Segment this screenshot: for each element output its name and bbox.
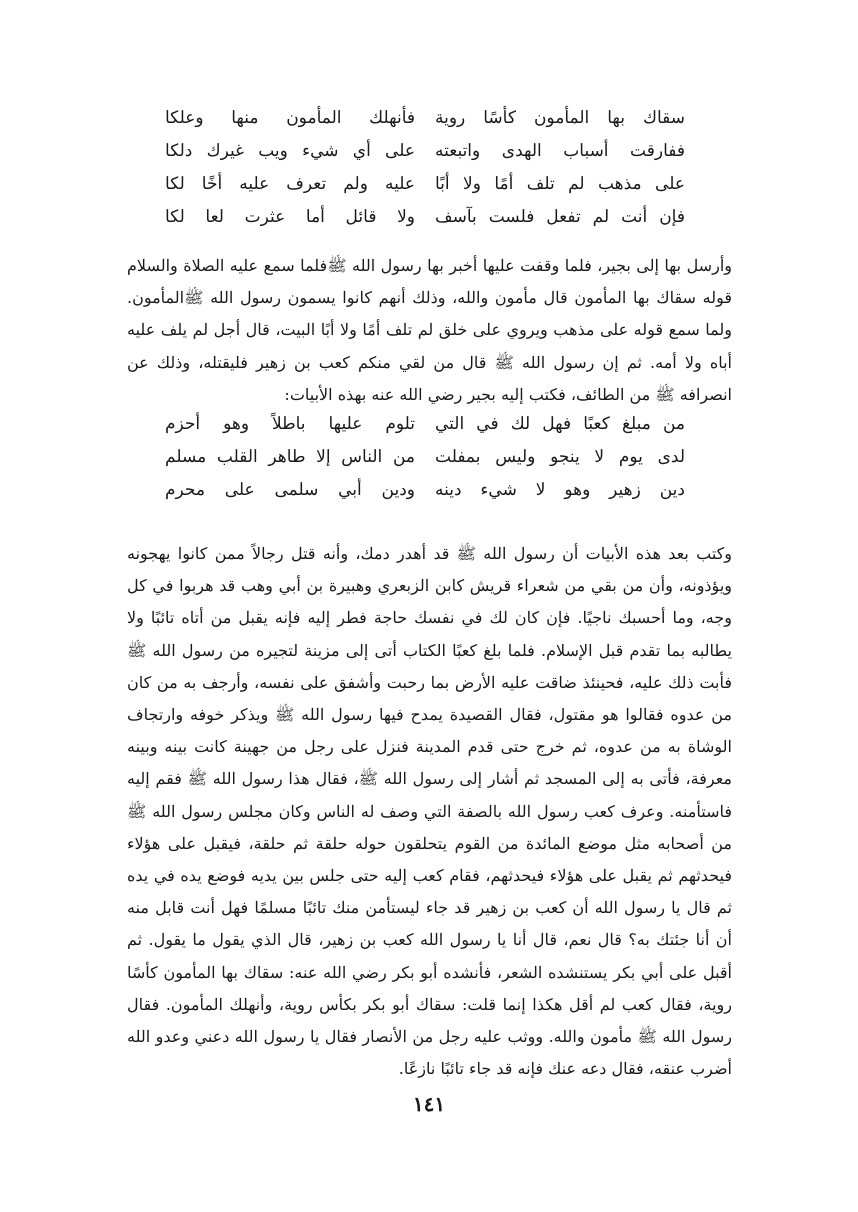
verse-first-hemistich: لدى يوم لا ينجو وليس بمفلت xyxy=(435,447,685,467)
verse-line xyxy=(165,102,685,135)
verse-line xyxy=(165,168,685,201)
verse-second-hemistich: عليه ولم تعرف عليه أخًا لكا xyxy=(165,174,415,194)
paragraph-text: وأرسل بها إلى بجير، فلما وقفت عليها أخبر بها رسول الله ﷺفلما سمع عليه الصلاة والسلام قوله سقاك بها المأمون قال مأمون والله، وذلك أنهم كانوا يسمون رسول الله ﷺالمأمون. ولما سمع قوله على مذهب ويروي على خلق لم تلف أمًا ولا أبًا البيت، قال أجل لم يلف عليه أباه ولا أمه. ثم إن رسول الله ﷺ قال من لقي منكم كعب بن زهير فليقتله، وذلك عن انصرافه ﷺ من الطائف، فكتب إليه بجير رضي الله عنه بهذه الأبيات: xyxy=(127,256,733,404)
verse-first-hemistich: من مبلغ كعبًا فهل لك في التي xyxy=(435,414,685,434)
verse-first-hemistich: على مذهب لم تلف أمًا ولا أبًا xyxy=(435,174,685,194)
verse-first-hemistich: سقاك بها المأمون كأسًا روية xyxy=(435,108,685,128)
verse-line xyxy=(165,135,685,168)
verse-line xyxy=(165,408,685,441)
verse-second-hemistich: على أي شيء ويب غيرك دلكا xyxy=(165,141,415,161)
poem-verses-middle xyxy=(165,408,685,507)
verse-second-hemistich: ودين أبي سلمى على محرم xyxy=(165,480,415,500)
verse-first-hemistich: دين زهير وهو لا شيء دينه xyxy=(435,480,685,500)
verse-line xyxy=(165,201,685,234)
verse-second-hemistich: ولا قائل أما عثرت لعا لكا xyxy=(165,207,415,227)
prose-paragraph-intro xyxy=(127,250,732,411)
verse-second-hemistich: من الناس إلا طاهر القلب مسلم xyxy=(165,447,415,467)
verse-second-hemistich: تلوم عليها باطلاً وهو أحزم xyxy=(165,414,415,434)
poem-verses-top xyxy=(165,102,685,234)
verse-line xyxy=(165,441,685,474)
prose-paragraph-main xyxy=(127,538,732,1085)
verse-line xyxy=(165,474,685,507)
paragraph-text: وكتب بعد هذه الأبيات أن رسول الله ﷺ قد أهدر دمك، وأنه قتل رجالاً ممن كانوا يهجونه ويؤذونه، وأن من بقي من شعراء قريش كابن الزبعري وهبيرة بن أبي وهب قد هربوا في كل وجه، وما أحسبك ناجيًا. فإن كان لك في نفسك حاجة فطر إليه فإنه يقبل من أتاه تائبًا ولا يطالبه بما تقدم قبل الإسلام. فلما بلغ كعبًا الكتاب أتى إلى مزينة لتجيره من رسول الله ﷺ فأبت ذلك عليه، فحينئذ ضاقت عليه الأرض بما رحبت وأشفق على نفسه، وأرجف به من كان من عدوه فقالوا هو مقتول، فقال القصيدة يمدح فيها رسول الله ﷺ ويذكر خوفه وارتجاف الوشاة به من عدوه، ثم خرج حتى قدم المدينة فنزل على رجل من جهينة كانت بينه وبينه معرفة، فأتى به إلى المسجد ثم أشار إلى رسول الله ﷺ، فقال هذا رسول الله ﷺ فقم إليه فاستأمنه. وعرف كعب رسول الله بالصفة التي وصف له الناس وكان مجلس رسول الله ﷺ من أصحابه مثل موضع المائدة من القوم يتحلقون حوله حلقة ثم حلقة، فيقبل على هؤلاء فيحدثهم ثم يقبل على هؤلاء فيحدثهم، فقام كعب إليه حتى جلس بين يديه فوضع يده في يده ثم قال يا رسول الله أن كعب بن زهير قد جاء ليستأمن منك تائبًا مسلمًا فهل أنت قابل منه أن أنا جئتك به؟ قال نعم، قال أنا يا رسول الله كعب بن زهير، قال الذي يقول ما يقول. ثم أقبل على أبي بكر يستنشده الشعر، فأنشده أبو بكر رضي الله عنه: سقاك بها المأمون كأسًا روية، فقال كعب لم أقل هكذا إنما قلت: سقاك أبو بكر بكأس روية، وأنهلك المأمون. فقال رسول الله ﷺ مأمون والله. ووثب عليه رجل من الأنصار فقال يا رسول الله دعني وعدو الله أضرب عنقه، فقال دعه عنك فإنه قد جاء تائبًا نازعًا. xyxy=(127,544,733,1079)
verse-first-hemistich: فإن أنت لم تفعل فلست بآسف xyxy=(435,207,685,227)
verse-second-hemistich: فأنهلك المأمون منها وعلكا xyxy=(165,108,415,128)
page-number: ١٤١ xyxy=(412,1092,446,1116)
verse-first-hemistich: ففارقت أسباب الهدى واتبعته xyxy=(435,141,685,161)
